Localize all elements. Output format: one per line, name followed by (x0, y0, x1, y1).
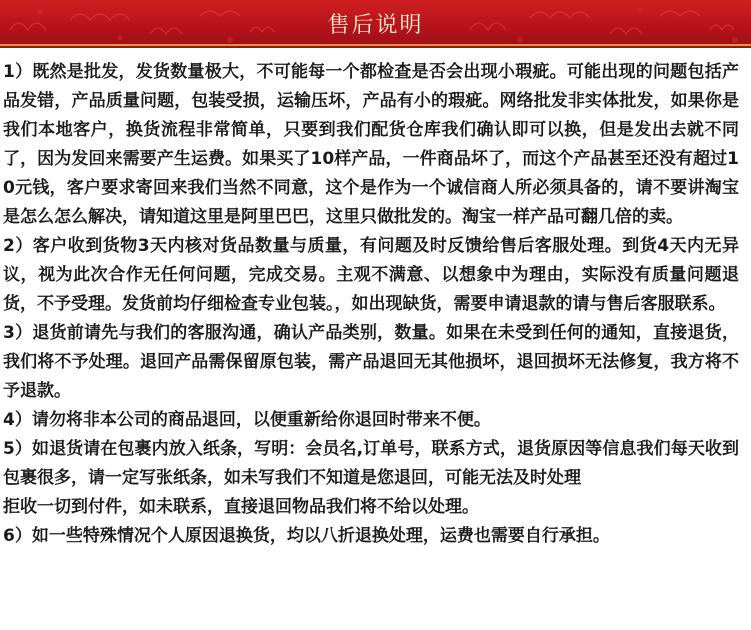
page-title: 售后说明 (327, 13, 424, 38)
paragraph-3: 3）退货前请先与我们的客服沟通，确认产品类别，数量。如果在未受到任何的通知，直接退货，我们将不予处理。退回产品需保留原包装，需产品退回无其他损坏，退回损坏无法修复，我方将不予退款。 (3, 323, 739, 401)
banner-gold-stripe (0, 44, 751, 46)
paragraph-1: 1）既然是批发，发货数量极大，不可能每一个都检查是否会出现小瑕疵。可能出现的问题包括产品发错，产品质量问题，包装受损，运输压坏，产品有小的瑕疵。网络批发非实体批发，如果你是我们本地客户，换货流程非常简单，只要到我们配货仓库我们确认即可以换，但是发出去就不同了，因为发回来需要产生运费。如果买了10样产品，一件商品坏了，而这个产品甚至还没有超过10元钱，客户要求寄回来我们当然不同意，这个是作为一个诚信商人所必须具备的，请不要讲淘宝是怎么怎么解决，请知道这里是阿里巴巴，这里只做批发的。淘宝一样产品可翻几倍的卖。 (3, 62, 739, 227)
paragraph-5: 5）如退货请在包裹内放入纸条，写明：会员名,订单号，联系方式，退货原因等信息我们每天收到包裹很多，请一定写张纸条，如未写我们不知道是您退回，可能无法及时处理 (3, 439, 739, 488)
paragraph-cod-refusal: 拒收一切到付件，如未联系，直接退回物品我们将不给以处理。 (3, 497, 479, 517)
paragraph-2: 2）客户收到货物3天内核对货品数量与质量，有问题及时反馈给售后客服处理。到货4天内无异议，视为此次合作无任何问题，完成交易。主观不满意、以想象中为理由，实际没有质量问题退货，不予受理。发货前均仔细检查专业包装。，如出现缺货，需要申请退款的请与售后客服联系。 (3, 236, 739, 314)
paragraph-4: 4）请勿将非本公司的商品退回，以便重新给你退回时带来不便。 (3, 410, 491, 430)
header-banner (0, 0, 751, 48)
paragraph-6: 6）如一些特殊情况个人原因退换货，均以八折退换处理，运费也需要自行承担。 (3, 526, 610, 546)
after-sales-content (0, 48, 751, 551)
